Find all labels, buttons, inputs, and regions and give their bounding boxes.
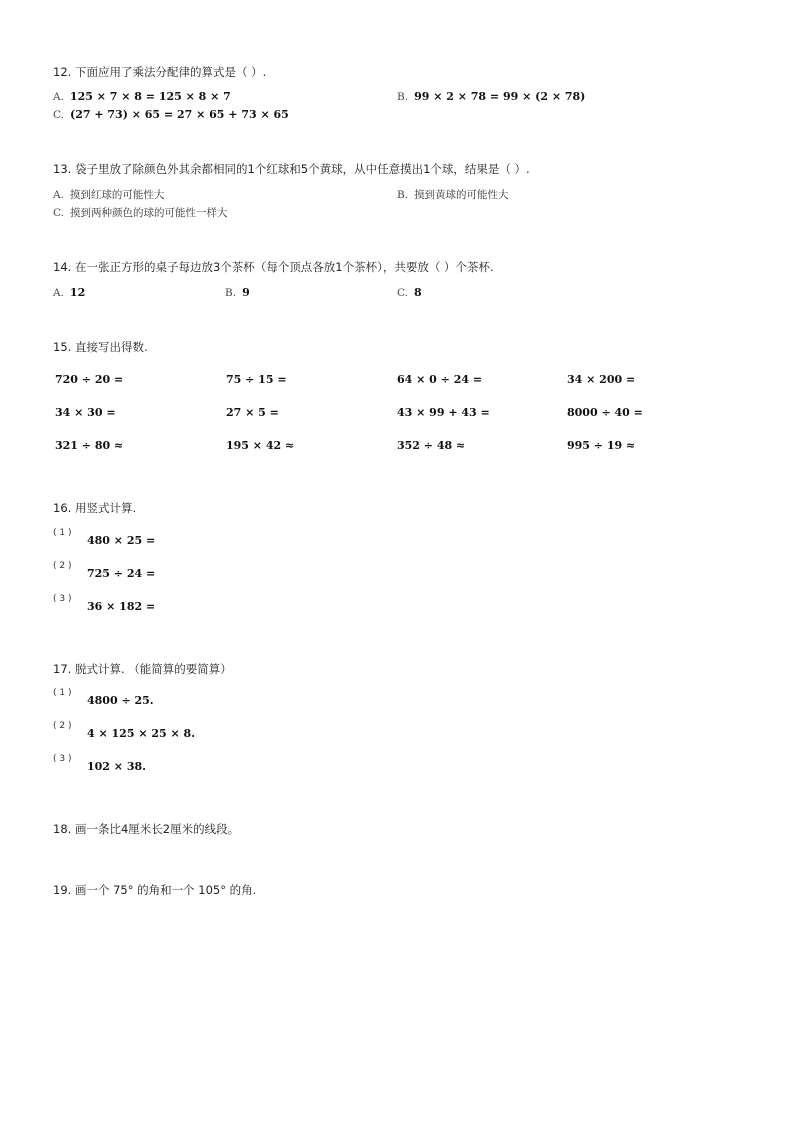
step-calc-expression: 102 × 38. [87, 760, 146, 773]
option-text: 9 [242, 286, 250, 299]
sub-question-number: ( 1 ) [53, 688, 72, 698]
option-label: B. [397, 91, 409, 103]
question-12-option-b [397, 90, 585, 103]
mental-calc-item: 995 ÷ 19 ≈ [567, 439, 636, 452]
question-12-stem: 12. 下面应用了乘法分配律的算式是（ ）. [53, 65, 267, 79]
mental-calc-item: 195 × 42 ≈ [226, 439, 295, 452]
mental-calc-item: 27 × 5 = [226, 406, 279, 419]
sub-question-number: ( 3 ) [53, 754, 72, 764]
vertical-calc-expression: 480 × 25 = [87, 534, 156, 547]
mental-calc-item: 720 ÷ 20 = [55, 373, 124, 386]
vertical-calc-expression: 36 × 182 = [87, 600, 156, 613]
sub-question-number: ( 2 ) [53, 721, 72, 731]
option-text: 99 × 2 × 78 = 99 × (2 × 78) [414, 90, 586, 103]
question-12-option-c [53, 108, 289, 121]
option-label: A. [53, 287, 64, 299]
question-17-stem: 17. 脱式计算. （能简算的要简算） [53, 662, 232, 676]
sub-question-number: ( 2 ) [53, 561, 72, 571]
option-text: 8 [414, 286, 422, 299]
option-text: 125 × 7 × 8 = 125 × 8 × 7 [69, 90, 231, 103]
question-13-option-b [397, 187, 509, 202]
question-14-option-c [397, 286, 422, 299]
mental-calc-item: 43 × 99 + 43 = [397, 406, 490, 419]
option-label: A. [53, 189, 64, 201]
mental-calc-item: 34 × 30 = [55, 406, 116, 419]
question-18-stem: 18. 画一条比4厘米长2厘米的线段。 [53, 822, 240, 836]
mental-calc-item: 352 ÷ 48 ≈ [397, 439, 466, 452]
mental-calc-item: 64 × 0 ÷ 24 = [397, 373, 483, 386]
question-14-stem: 14. 在一张正方形的桌子每边放3个茶杯（每个顶点各放1个茶杯），共要放（ ）个茶杯. [53, 260, 494, 274]
mental-calc-item: 75 ÷ 15 = [226, 373, 287, 386]
option-label: A. [53, 91, 64, 103]
option-text: 摸到红球的可能性大 [69, 189, 165, 201]
vertical-calc-expression: 725 ÷ 24 = [87, 567, 156, 580]
option-text: 摸到黄球的可能性大 [414, 189, 509, 201]
option-label: C. [397, 287, 408, 299]
sub-question-number: ( 1 ) [53, 528, 72, 538]
question-16-stem: 16. 用竖式计算. [53, 501, 137, 515]
question-13-option-a [53, 187, 164, 202]
option-label: B. [397, 189, 409, 201]
option-label: C. [53, 109, 64, 121]
option-label: C. [53, 207, 64, 219]
option-label: B. [225, 287, 237, 299]
option-text: (27 + 73) × 65 = 27 × 65 + 73 × 65 [70, 108, 289, 121]
question-13-option-c [53, 205, 228, 220]
step-calc-expression: 4800 ÷ 25. [87, 694, 154, 707]
mental-calc-item: 321 ÷ 80 ≈ [55, 439, 124, 452]
question-12-option-a [53, 90, 231, 103]
mental-calc-item: 34 × 200 = [567, 373, 636, 386]
question-15-stem: 15. 直接写出得数. [53, 340, 148, 354]
sub-question-number: ( 3 ) [53, 594, 72, 604]
step-calc-expression: 4 × 125 × 25 × 8. [87, 727, 196, 740]
question-14-option-a [53, 286, 85, 299]
option-text: 12 [69, 286, 86, 299]
question-14-option-b [225, 286, 250, 299]
option-text: 摸到两种颜色的球的可能性一样大 [70, 207, 228, 219]
question-19-stem: 19. 画一个 75° 的角和一个 105° 的角. [53, 883, 257, 897]
mental-calc-item: 8000 ÷ 40 = [567, 406, 643, 419]
question-13-stem: 13. 袋子里放了除颜色外其余都相同的1个红球和5个黄球，从中任意摸出1个球，结果是（ ）. [53, 162, 530, 176]
